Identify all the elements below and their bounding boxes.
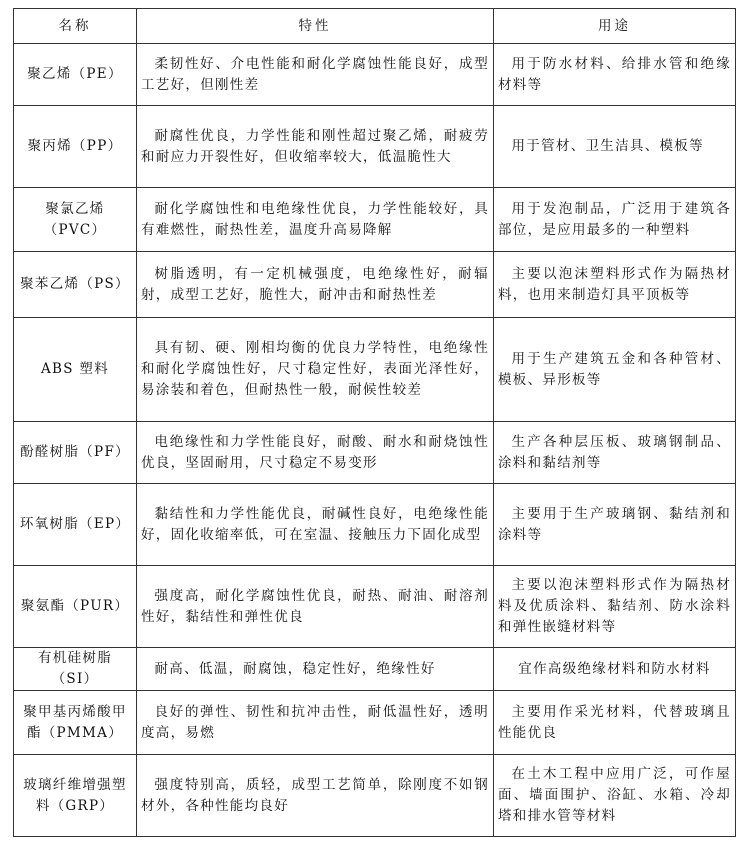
row-use: 用于生产建筑五金和各种管材、模板、异形板等 — [494, 318, 736, 422]
row-use: 主要用于生产玻璃钢、黏结剂和涂料等 — [494, 484, 736, 566]
row-property: 黏结性和力学性能优良，耐碱性良好，电绝缘性能好，固化收缩率低，可在室温、接触压力下固化成型 — [137, 484, 494, 566]
row-property: 强度特别高，质轻，成型工艺简单，除刚度不如钢材外，各种性能均良好 — [137, 755, 494, 837]
table-row — [14, 106, 736, 188]
row-name: 聚甲基丙烯酸甲酯（PMMA） — [14, 691, 137, 755]
table-row — [14, 252, 736, 318]
table-row — [14, 648, 736, 691]
row-name: 环氧树脂（EP） — [14, 484, 137, 566]
row-name: 聚苯乙烯（PS） — [14, 252, 137, 318]
table-row — [14, 566, 736, 648]
row-use: 用于防水材料、给排水管和绝缘材料等 — [494, 44, 736, 106]
row-use: 在土木工程中应用广泛，可作屋面、墙面围护、浴缸、水箱、冷却塔和排水管等材料 — [494, 755, 736, 837]
row-property: 耐腐性优良，力学性能和刚性超过聚乙烯，耐疲劳和耐应力开裂性好，但收缩率较大，低温脆性大 — [137, 106, 494, 188]
table-row — [14, 318, 736, 422]
row-name: 玻璃纤维增强塑料（GRP） — [14, 755, 137, 837]
row-name: 聚乙烯（PE） — [14, 44, 137, 106]
row-use: 主要以泡沫塑料形式作为隔热材料及优质涂料、黏结剂、防水涂料和弹性嵌缝材料等 — [494, 566, 736, 648]
row-property: 树脂透明，有一定机械强度，电绝缘性好，耐辐射，成型工艺好，脆性大，耐冲击和耐热性差 — [137, 252, 494, 318]
row-use: 用于管材、卫生洁具、模板等 — [494, 106, 736, 188]
row-property: 强度高，耐化学腐蚀性优良，耐热、耐油、耐溶剂性好，黏结性和弹性优良 — [137, 566, 494, 648]
table-row — [14, 484, 736, 566]
row-name: ABS 塑料 — [14, 318, 137, 422]
row-property: 柔韧性好、介电性能和耐化学腐蚀性能良好，成型工艺好，但刚性差 — [137, 44, 494, 106]
row-use: 用于发泡制品，广泛用于建筑各部位，是应用最多的一种塑料 — [494, 188, 736, 252]
row-name: 有机硅树脂（SI） — [14, 648, 137, 691]
row-name: 聚氯乙烯（PVC） — [14, 188, 137, 252]
row-name: 聚氨酯（PUR） — [14, 566, 137, 648]
table-row — [14, 44, 736, 106]
plastics-properties-table — [13, 8, 736, 837]
table-row — [14, 422, 736, 484]
header-property: 特性 — [137, 9, 494, 44]
header-name: 名称 — [14, 9, 137, 44]
row-property: 良好的弹性、韧性和抗冲击性，耐低温性好，透明度高，易燃 — [137, 691, 494, 755]
table-header-row — [14, 9, 736, 44]
row-use: 主要以泡沫塑料形式作为隔热材料，也用来制造灯具平顶板等 — [494, 252, 736, 318]
row-property: 耐高、低温，耐腐蚀，稳定性好，绝缘性好 — [137, 648, 494, 691]
row-use: 宜作高级绝缘材料和防水材料 — [494, 648, 736, 691]
row-name: 聚丙烯（PP） — [14, 106, 137, 188]
table-row — [14, 755, 736, 837]
row-name: 酚醛树脂（PF） — [14, 422, 137, 484]
row-use: 主要用作采光材料，代替玻璃且性能优良 — [494, 691, 736, 755]
row-property: 耐化学腐蚀性和电绝缘性优良，力学性能较好，具有难燃性，耐热性差，温度升高易降解 — [137, 188, 494, 252]
table-row — [14, 188, 736, 252]
row-property: 具有韧、硬、刚相均衡的优良力学特性，电绝缘性和耐化学腐蚀性好，尺寸稳定性好，表面光泽性好，易涂装和着色，但耐热性一般，耐候性较差 — [137, 318, 494, 422]
row-property: 电绝缘性和力学性能良好，耐酸、耐水和耐烧蚀性优良，坚固耐用，尺寸稳定不易变形 — [137, 422, 494, 484]
row-use: 生产各种层压板、玻璃钢制品、涂料和黏结剂等 — [494, 422, 736, 484]
header-use: 用途 — [494, 9, 736, 44]
table-row — [14, 691, 736, 755]
